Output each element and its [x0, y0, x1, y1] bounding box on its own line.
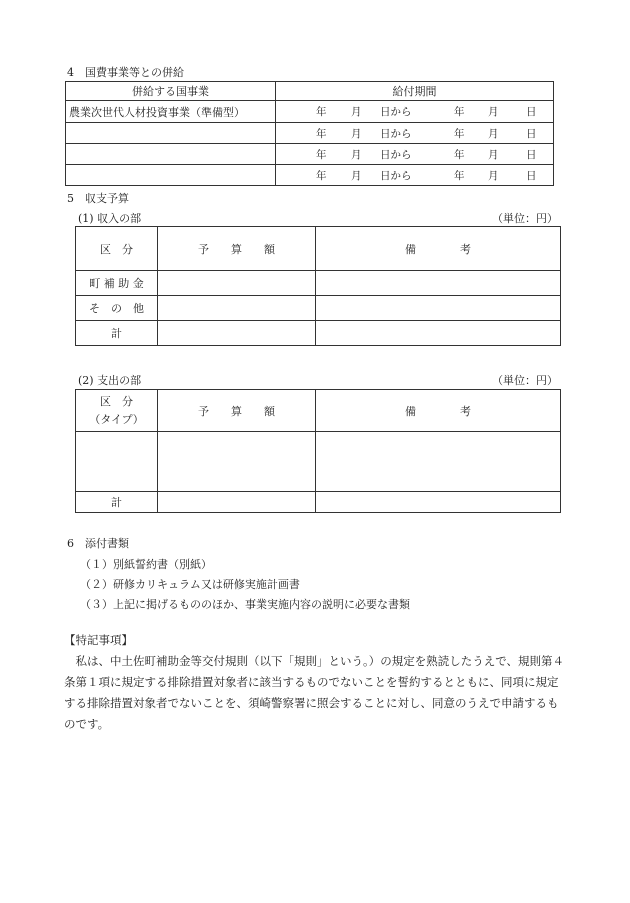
remarks-cell[interactable]: [316, 271, 561, 296]
period-cell[interactable]: 年 月 日から 年 月 日: [276, 123, 554, 144]
row-total: 計: [76, 321, 158, 346]
remarks-cell[interactable]: [316, 321, 561, 346]
project-cell[interactable]: [66, 165, 276, 186]
notes-line-2: 条第１項に規定する排除措置対象者に該当するものでないことを誓約するとともに、同項に規定: [64, 675, 559, 689]
project-cell[interactable]: [66, 123, 276, 144]
notes-line-4: のです。: [64, 717, 110, 731]
period-cell[interactable]: 年 月 日から 年 月 日: [276, 144, 554, 165]
col-remarks: 備 考: [316, 227, 561, 271]
notes-line-3: する排除措置対象者でないことを、須崎警察署に照会することに対し、同意のうえで申請するも: [64, 696, 559, 710]
header-project: 併給する国事業: [66, 82, 276, 101]
attachment-item-3: （３）上記に掲げるもののほか、事業実施内容の説明に必要な書類: [80, 598, 410, 611]
budget-cell[interactable]: [158, 296, 316, 321]
col-kubun-line1: 区 分: [100, 394, 133, 408]
attachment-item-1: （１）別紙誓約書（別紙）: [80, 558, 212, 571]
budget-cell[interactable]: [158, 492, 316, 513]
col-kubun: [76, 390, 158, 432]
col-remarks: 備 考: [316, 390, 561, 432]
col-budget: 予 算 額: [158, 227, 316, 271]
col-budget: 予 算 額: [158, 390, 316, 432]
concurrent-projects-table: [65, 81, 554, 186]
section-4-heading: 4 国費事業等との併給: [67, 66, 184, 79]
remarks-cell[interactable]: [316, 296, 561, 321]
row-town-subsidy: 町 補 助 金: [76, 271, 158, 296]
income-table: [75, 226, 561, 346]
notes-title: 【特記事項】: [64, 633, 133, 647]
expense-table: [75, 389, 561, 513]
period-cell[interactable]: 年 月 日から 年 月 日: [276, 165, 554, 186]
section-5-heading: 5 収支予算: [67, 192, 129, 205]
expense-title: (2) 支出の部: [78, 374, 142, 387]
remarks-cell[interactable]: [316, 432, 561, 492]
remarks-cell[interactable]: [316, 492, 561, 513]
project-cell[interactable]: 農業次世代人材投資事業（準備型）: [66, 101, 276, 123]
income-unit: （単位：円）: [492, 212, 558, 225]
expense-unit: （単位：円）: [492, 374, 558, 387]
row-other: そ の 他: [76, 296, 158, 321]
project-cell[interactable]: [66, 144, 276, 165]
notes-line-1: 私は、中土佐町補助金等交付規則（以下「規則」という。）の規定を熟読したうえで、規則第４: [64, 654, 565, 668]
section-6-heading: 6 添付書類: [67, 537, 129, 550]
period-cell[interactable]: 年 月 日から 年 月 日: [276, 101, 554, 123]
col-kubun: 区 分: [76, 227, 158, 271]
row-total: 計: [76, 492, 158, 513]
attachment-item-2: （２）研修カリキュラム又は研修実施計画書: [80, 578, 300, 591]
col-kubun-line2: （タイプ）: [89, 412, 144, 426]
budget-cell[interactable]: [158, 271, 316, 296]
kubun-cell[interactable]: [76, 432, 158, 492]
income-title: (1) 収入の部: [78, 212, 142, 225]
header-period: 給付期間: [276, 82, 554, 101]
budget-cell[interactable]: [158, 432, 316, 492]
budget-cell[interactable]: [158, 321, 316, 346]
